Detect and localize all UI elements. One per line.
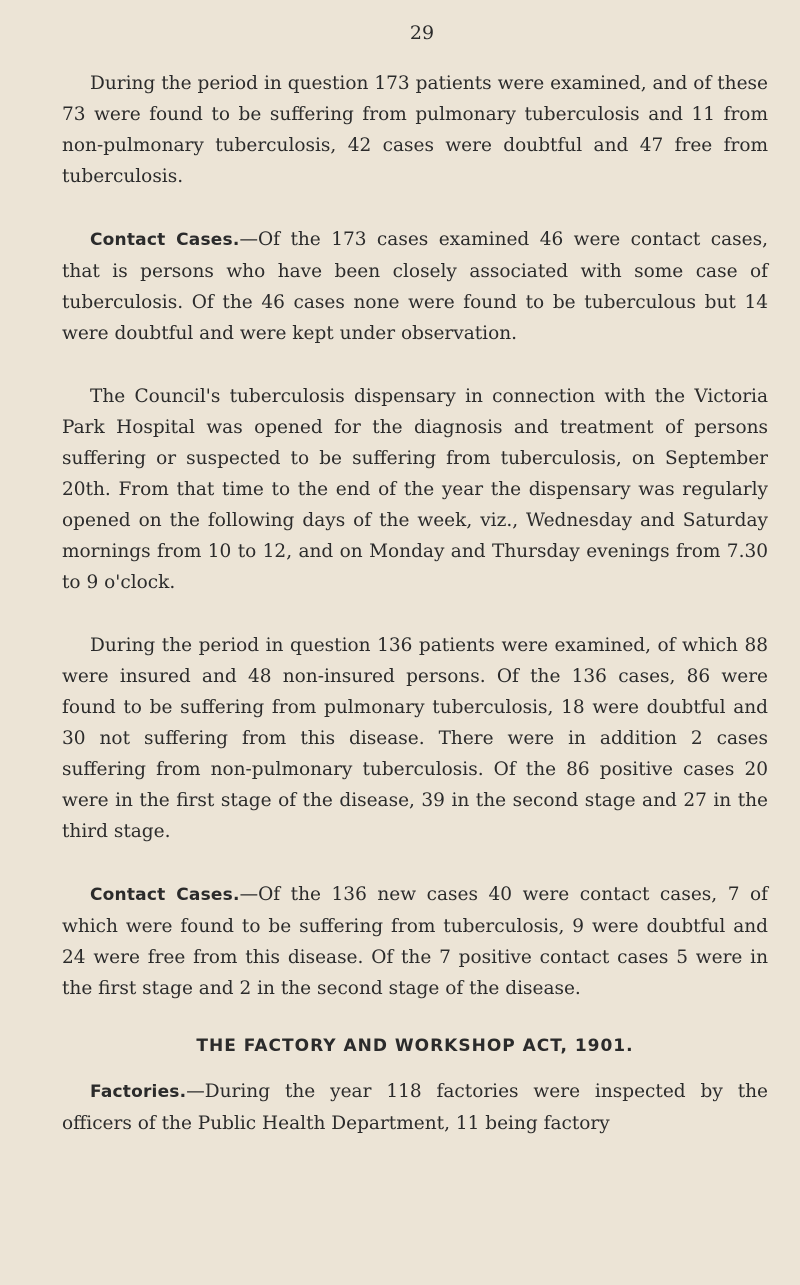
- factories-heading: Factories.: [90, 1082, 187, 1102]
- paragraph-factories: [62, 1076, 768, 1139]
- paragraph-contact-cases-1: [62, 224, 768, 349]
- contact-cases-body-2: —Of the 136 new cases 40 were contact cases, 7 of which were found to be suffering from tuberculosis, 9 were doubtful and 24 were free from this disease. Of the 7 positive contact cases 5 were in the first stage and 2 in the second stage of the disease.: [62, 884, 768, 999]
- factories-body: —During the year 118 factories were inspected by the officers of the Public Health Department, 11 being factory: [62, 1081, 768, 1134]
- paragraph-examinations: During the period in question 173 patients were examined, and of these 73 were found to be suffering from pulmonary tuberculosis and 11 from non-pulmonary tuberculosis, 42 cases were doubtful and 47 free from tuberculosis.: [62, 73, 768, 187]
- paragraph-dispensary-results: During the period in question 136 patients were examined, of which 88 were insured and 48 non-insured persons. Of the 136 cases, 86 were found to be suffering from pulmonary tuberculosis, 18 were doubtful and 30 not suffering from this disease. There were in addition 2 cases suffering from non-pulmonary tuberculosis. Of the 86 positive cases 20 were in the first stage of the disease, 39 in the second stage and 27 in the third stage.: [62, 635, 768, 842]
- paragraph-contact-cases-2: [62, 879, 768, 1004]
- document-page: [62, 22, 768, 1171]
- contact-cases-heading-1: Contact Cases.: [90, 230, 240, 250]
- contact-cases-heading-2: Contact Cases.: [90, 885, 240, 905]
- contact-cases-body-1: —Of the 173 cases examined 46 were contact cases, that is persons who have been closely associated with some case of tuberculosis. Of the 46 cases none were found to be tuberculous but 14 were doubtful and were kept under observation.: [62, 229, 768, 344]
- page-number: 29: [409, 22, 435, 44]
- section-title: THE FACTORY AND WORKSHOP ACT, 1901.: [196, 1036, 634, 1056]
- paragraph-dispensary: The Council's tuberculosis dispensary in connection with the Victoria Park Hospital was opened for the diagnosis and treatment of persons suffering or suspected to be suffering from tuberculosis, on September 20th. From that time to the end of the year the dispensary was regularly opened on the following days of the week, viz., Wednesday and Saturday mornings from 10 to 12, and on Monday and Thursday evenings from 7.30 to 9 o'clock.: [62, 386, 768, 593]
